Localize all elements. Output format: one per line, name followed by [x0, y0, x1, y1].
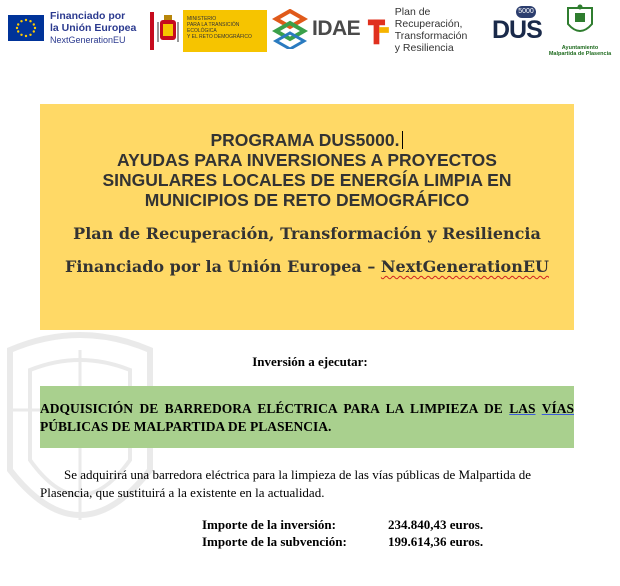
idae-logo [272, 6, 362, 52]
eu-flag-icon [8, 15, 44, 41]
spain-crest-icon [157, 14, 179, 48]
amount-investment-label: Importe de la inversión: [202, 517, 336, 532]
investment-description: Se adquirirá una barredora eléctrica para la limpieza de las vías públicas de Malpartida de Plasencia, que sustituirá a la existente en la actualidad. [40, 467, 532, 500]
ministry-logo [150, 8, 270, 54]
idae-name: IDAE [312, 17, 361, 40]
recovery-plan-line1: Plan de Recuperación, [394, 6, 463, 30]
investment-title [40, 400, 574, 436]
program-title-line3: SINGULARES LOCALES DE ENERGÍA LIMPIA EN [102, 170, 512, 190]
eu-logo-line3: NextGenerationEU [50, 35, 126, 45]
program-title-line1-text: PROGRAMA DUS5000. [210, 130, 400, 150]
investment-title-box [40, 386, 574, 448]
ministry-stripe [150, 12, 154, 50]
recovery-plan-icon [366, 13, 391, 47]
text-cursor [402, 131, 403, 149]
program-title-line1 [40, 130, 574, 150]
dus-logo [488, 6, 544, 52]
amount-subsidy-row [202, 533, 483, 550]
eu-funding-logo [8, 10, 136, 46]
program-title-line4: MUNICIPIOS DE RETO DEMOGRÁFICO [144, 190, 470, 210]
program-title-line2: AYUDAS PARA INVERSIONES A PROYECTOS [117, 150, 497, 170]
amount-subsidy-label: Importe de la subvención: [202, 534, 347, 549]
investment-title-part2: PÚBLICAS DE MALPARTIDA DE PLASENCIA. [40, 419, 332, 434]
funding-prefix: Financiado por la Unión Europea – [64, 257, 381, 276]
program-subtitle-plan: Plan de Recuperación, Transformación y Resiliencia [73, 224, 541, 243]
investment-title-underlined-las: LAS [509, 401, 536, 416]
ayuntamiento-logo [548, 4, 612, 60]
eu-logo-line1: Financiado por [50, 10, 126, 22]
eu-logo-line2: la Unión Europea [50, 22, 137, 34]
investment-title-underlined-vias: VÍAS [541, 401, 574, 416]
ministry-line3: Y EL RETO DEMOGRÁFICO [187, 34, 252, 40]
amount-investment-row [202, 516, 483, 533]
investment-heading: Inversión a ejecutar: [252, 354, 368, 369]
recovery-plan-line2: Transformación [394, 30, 468, 42]
recovery-plan-line3: y Resiliencia [394, 42, 454, 54]
recovery-plan-logo [366, 8, 496, 52]
dus-badge: 5000 [516, 6, 536, 18]
municipal-crest-icon [565, 4, 595, 40]
investment-amounts [202, 516, 483, 550]
idae-emblem-icon [272, 9, 308, 49]
ayuntamiento-line1: Ayuntamiento [561, 45, 599, 51]
ministry-line1: MINISTERIO [187, 16, 217, 22]
amount-investment-value: 234.840,43 euros. [388, 517, 484, 532]
investment-title-part1: ADQUISICIÓN DE BARREDORA ELÉCTRICA PARA LA LIMPIEZA DE [40, 401, 510, 416]
ayuntamiento-line2: Malpartida de Plasencia [548, 51, 612, 57]
program-subtitle-funding [40, 257, 574, 276]
logo-bar [0, 0, 620, 62]
nextgeneration-eu-text: NextGenerationEU [380, 257, 549, 276]
dus-name: DUS [492, 16, 542, 44]
program-title-box [40, 104, 574, 330]
amount-subsidy-value: 199.614,36 euros. [388, 534, 484, 549]
ministry-line2: PARA LA TRANSICIÓN ECOLÓGICA [187, 22, 240, 34]
